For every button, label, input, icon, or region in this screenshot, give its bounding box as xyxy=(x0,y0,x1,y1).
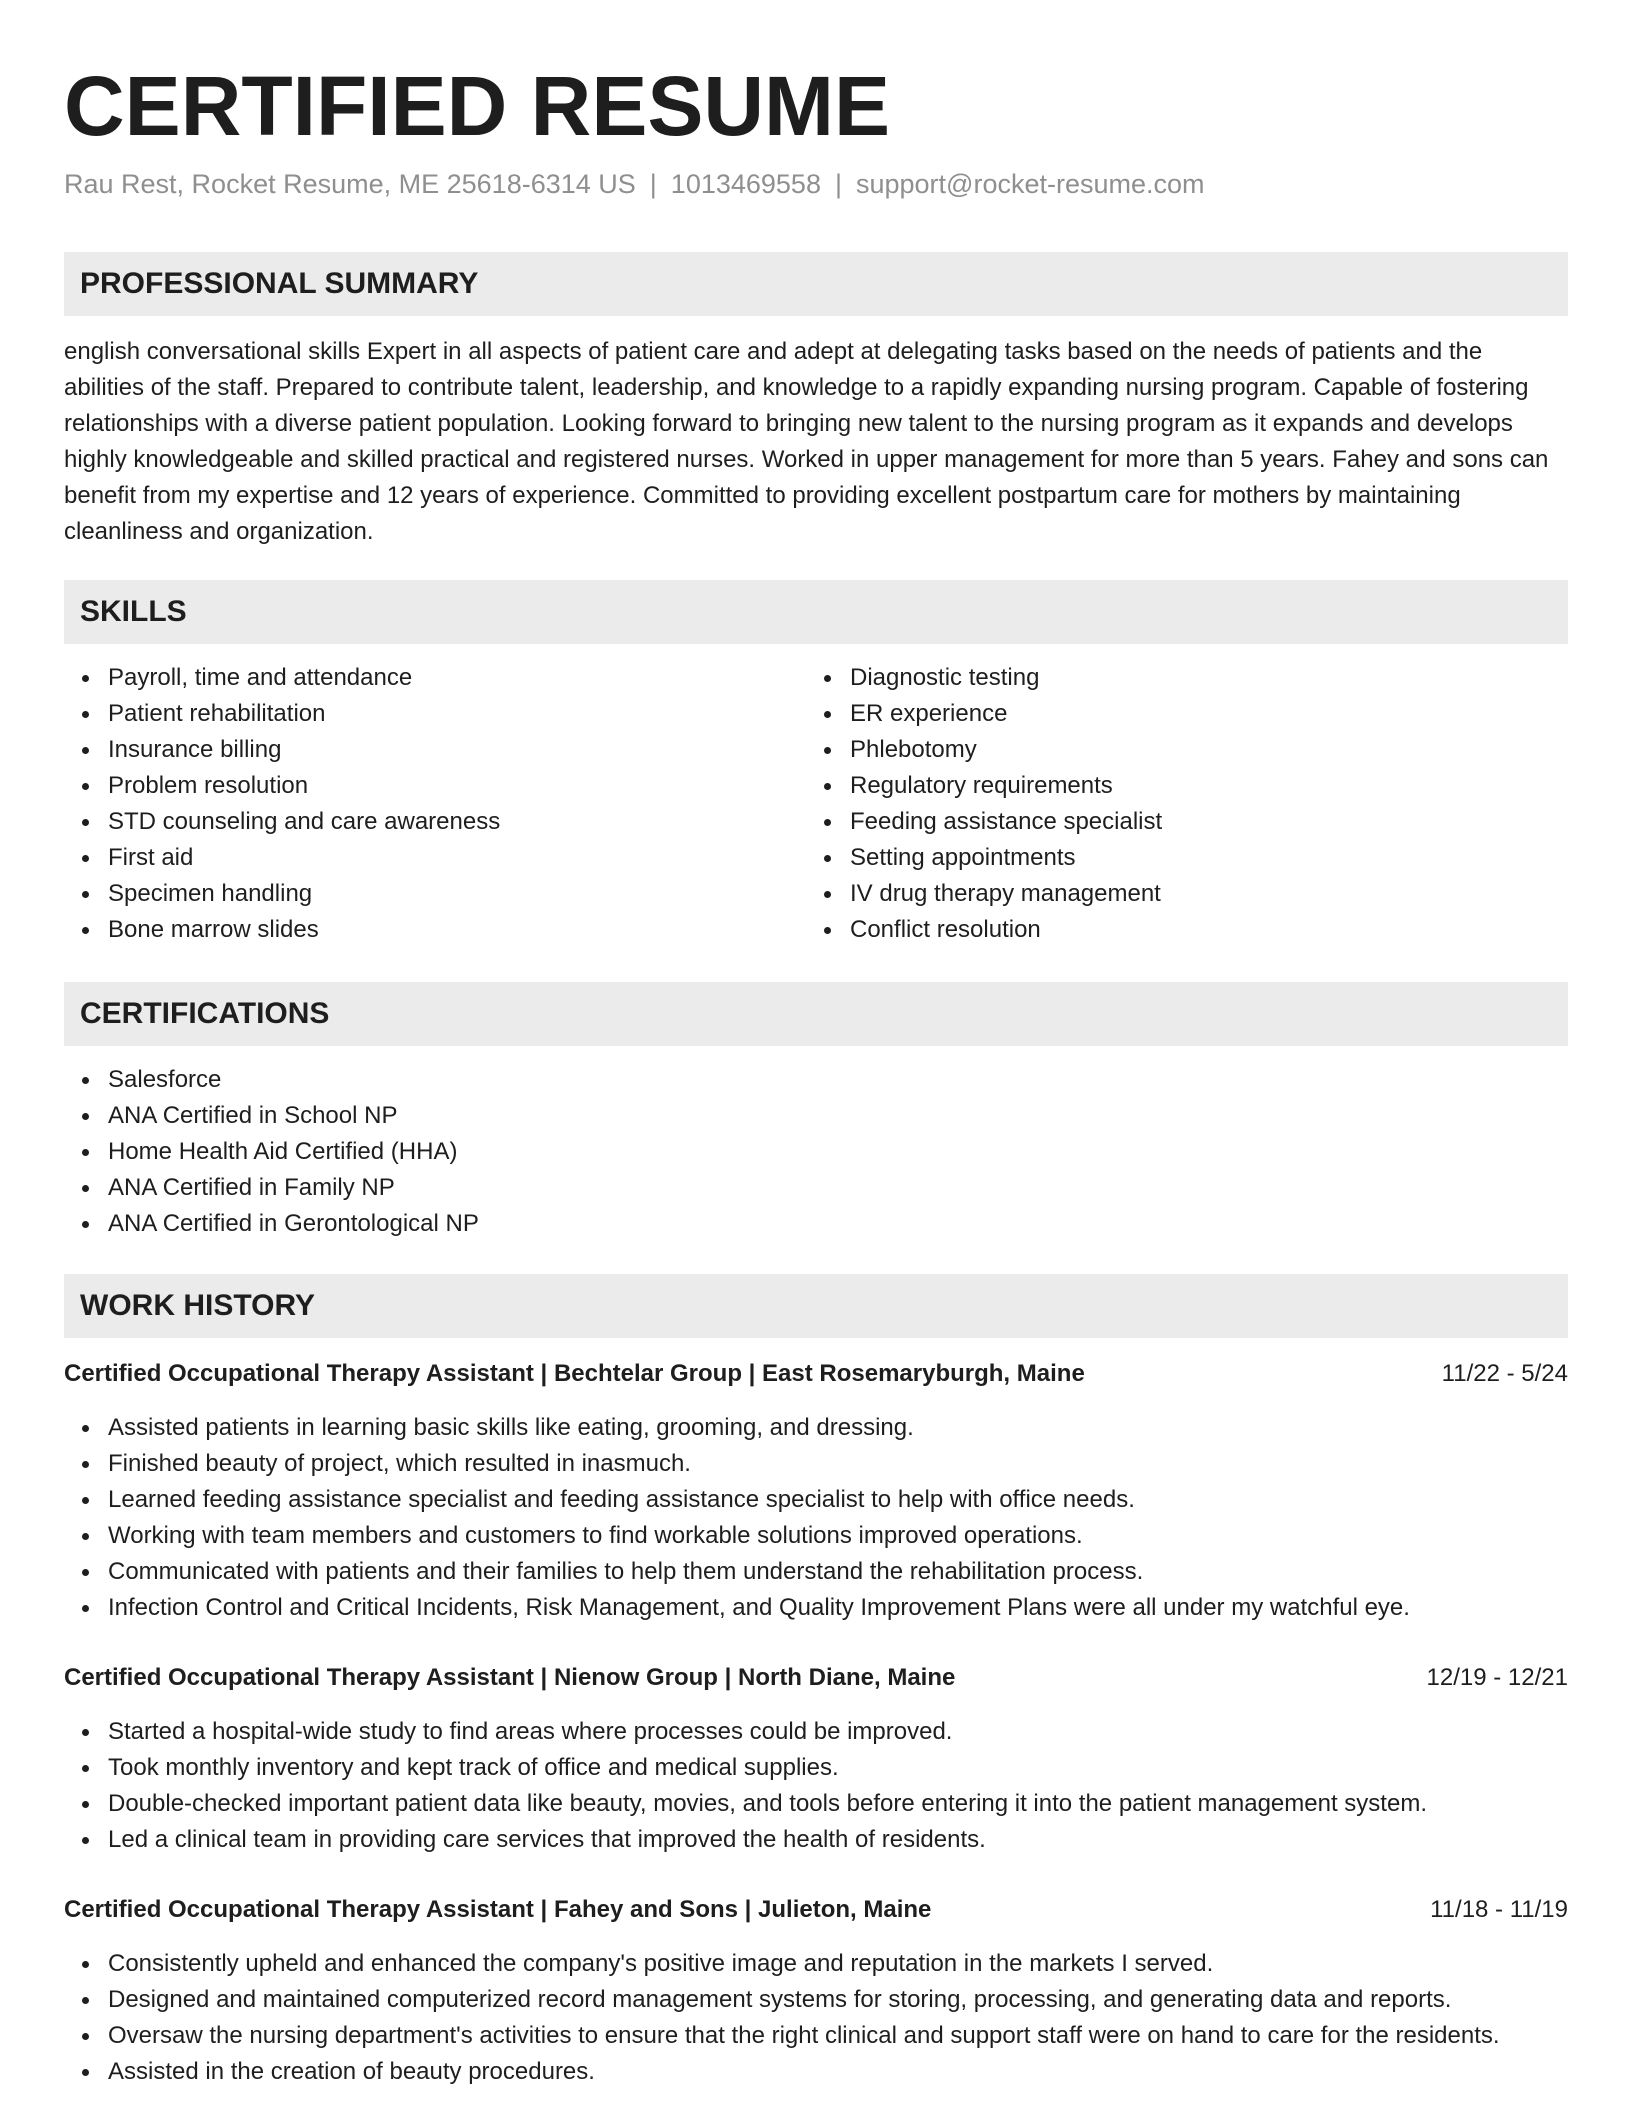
job-bullet: Assisted in the creation of beauty procedures. xyxy=(64,2054,1568,2090)
skill-item: Setting appointments xyxy=(806,840,1546,876)
skill-item: ER experience xyxy=(806,696,1546,732)
contact-phone: 1013469558 xyxy=(670,169,821,199)
job-header xyxy=(64,1356,1568,1392)
skills-list-left xyxy=(64,660,804,948)
resume-name: CERTIFIED RESUME xyxy=(64,59,891,153)
skill-item: Payroll, time and attendance xyxy=(64,660,804,696)
skill-item: Specimen handling xyxy=(64,876,804,912)
job-bullet: Consistently upheld and enhanced the company's positive image and reputation in the markets I served. xyxy=(64,1946,1568,1982)
certification-item: Home Health Aid Certified (HHA) xyxy=(64,1134,1568,1170)
skill-item: Bone marrow slides xyxy=(64,912,804,948)
certification-item: ANA Certified in Family NP xyxy=(64,1170,1568,1206)
job-bullet: Designed and maintained computerized record management systems for storing, processing, and generating data and reports. xyxy=(64,1982,1568,2018)
job-bullets xyxy=(64,1714,1568,1858)
job-bullet: Learned feeding assistance specialist and feeding assistance specialist to help with office needs. xyxy=(64,1482,1568,1518)
skill-item: STD counseling and care awareness xyxy=(64,804,804,840)
skill-item: IV drug therapy management xyxy=(806,876,1546,912)
skill-item: Insurance billing xyxy=(64,732,804,768)
summary-section-header xyxy=(64,252,1568,316)
job-bullet: Oversaw the nursing department's activities to ensure that the right clinical and support staff were on hand to care for the residents. xyxy=(64,2018,1568,2054)
job-title: Certified Occupational Therapy Assistant | Fahey and Sons | Julieton, Maine xyxy=(64,1896,932,1923)
job-bullet: Took monthly inventory and kept track of office and medical supplies. xyxy=(64,1750,1568,1786)
contact-line xyxy=(64,166,1205,202)
job-bullet: Double-checked important patient data like beauty, movies, and tools before entering it into the patient management system. xyxy=(64,1786,1568,1822)
work-history-section-header xyxy=(64,1274,1568,1338)
skills-heading: SKILLS xyxy=(80,595,187,628)
summary-text: english conversational skills Expert in all aspects of patient care and adept at delegating tasks based on the needs of patients and the abilities of the staff. Prepared to contribute talent, leadership, and knowledge to a rapidly expanding nursing program. Capable of fostering relationships with a diverse patient population. Looking forward to bringing new talent to the nursing program as it expands and develops highly knowledgeable and skilled practical and registered nurses. Worked in upper management for more than 5 years. Fahey and sons can benefit from my expertise and 12 years of experience. Committed to providing excellent postpartum care for mothers by maintaining cleanliness and organization. xyxy=(64,338,1549,545)
job-bullet: Working with team members and customers to find workable solutions improved operations. xyxy=(64,1518,1568,1554)
job-header xyxy=(64,1660,1568,1696)
job-bullet: Assisted patients in learning basic skills like eating, grooming, and dressing. xyxy=(64,1410,1568,1446)
job-dates: 12/19 - 12/21 xyxy=(1426,1664,1568,1691)
job-header xyxy=(64,1892,1568,1928)
skill-item: Diagnostic testing xyxy=(806,660,1546,696)
skill-item: Patient rehabilitation xyxy=(64,696,804,732)
certifications-section-header xyxy=(64,982,1568,1046)
contact-separator: | xyxy=(834,169,842,199)
contact-email[interactable]: support@rocket-resume.com xyxy=(855,169,1205,199)
certifications-list xyxy=(64,1062,1568,1242)
job-dates: 11/18 - 11/19 xyxy=(1430,1896,1568,1923)
job-bullet: Started a hospital-wide study to find areas where processes could be improved. xyxy=(64,1714,1568,1750)
summary-heading: PROFESSIONAL SUMMARY xyxy=(80,267,479,300)
certification-item: ANA Certified in School NP xyxy=(64,1098,1568,1134)
contact-separator: | xyxy=(649,169,657,199)
job-bullets xyxy=(64,1410,1568,1626)
job-bullet: Led a clinical team in providing care services that improved the health of residents. xyxy=(64,1822,1568,1858)
skill-item: Problem resolution xyxy=(64,768,804,804)
skill-item: Phlebotomy xyxy=(806,732,1546,768)
skill-item: Conflict resolution xyxy=(806,912,1546,948)
job-bullet: Communicated with patients and their families to help them understand the rehabilitation process. xyxy=(64,1554,1568,1590)
certification-item: Salesforce xyxy=(64,1062,1568,1098)
job-dates: 11/22 - 5/24 xyxy=(1441,1360,1568,1387)
job-title: Certified Occupational Therapy Assistant | Nienow Group | North Diane, Maine xyxy=(64,1664,956,1691)
skill-item: First aid xyxy=(64,840,804,876)
skills-section-header xyxy=(64,580,1568,644)
job-bullet: Finished beauty of project, which resulted in inasmuch. xyxy=(64,1446,1568,1482)
job-bullet: Infection Control and Critical Incidents, Risk Management, and Quality Improvement Plans were all under my watchful eye. xyxy=(64,1590,1568,1626)
contact-address: Rau Rest, Rocket Resume, ME 25618-6314 US xyxy=(64,169,636,199)
certifications-heading: CERTIFICATIONS xyxy=(80,997,330,1030)
job-bullets xyxy=(64,1946,1568,2090)
work-history-heading: WORK HISTORY xyxy=(80,1289,316,1322)
skill-item: Regulatory requirements xyxy=(806,768,1546,804)
skill-item: Feeding assistance specialist xyxy=(806,804,1546,840)
certification-item: ANA Certified in Gerontological NP xyxy=(64,1206,1568,1242)
job-title: Certified Occupational Therapy Assistant | Bechtelar Group | East Rosemaryburgh, Maine xyxy=(64,1360,1085,1387)
skills-list-right xyxy=(806,660,1546,948)
